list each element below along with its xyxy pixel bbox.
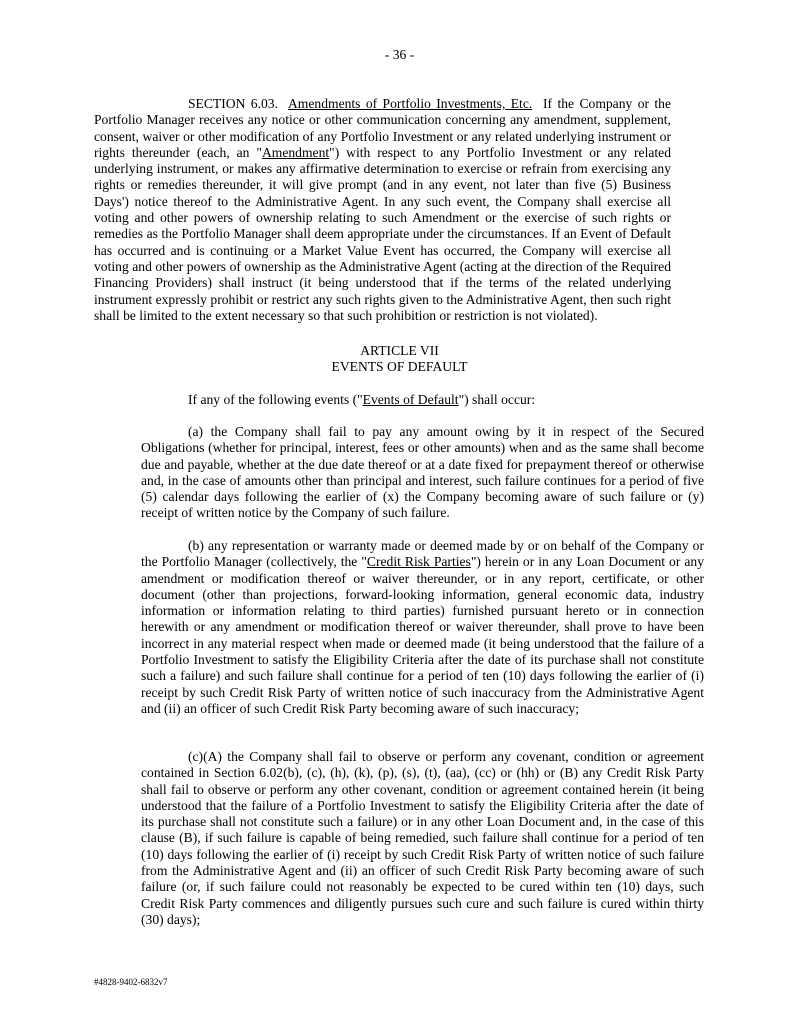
section-title: Amendments of Portfolio Investments, Etc. [287, 96, 533, 111]
intro-text-part-1: If any of the following events (" [188, 392, 363, 407]
intro-text-part-2: ") shall occur: [458, 392, 536, 407]
clause-c-paragraph: (c)(A) the Company shall fail to observe or perform any covenant, condition or agreement contained in Section 6.02(b), (c), (h), (k), (p), (s), (t), (aa), (cc) or (hh) or (B) any Credit Risk Party shall fail to observe or perform any other covenant, condition or agreement contained herein (it being understood that the failure of a Portfolio Investment to satisfy the Eligibility Criteria after the date of its purchase shall not constitute such a failure) or in any other Loan Document and, in the case of this clause (B), if such failure is capable of being remedied, such failure shall continue for a period of ten (10) days following the earlier of (i) receipt by such Credit Risk Party of written notice of such failure from the Administrative Agent and (ii) an officer of such Credit Risk Party becoming aware of such failure (or, if such failure could not reasonably be expected to be cured within ten (10) days, such Credit Risk Party commences and diligently pursues such cure and such failure is cured within thirty (30) days); [141, 749, 704, 927]
clause-a-paragraph: (a) the Company shall fail to pay any amount owing by it in respect of the Secured Obligations (whether for principal, interest, fees or other amounts) when and as the same shall become due and payable, whether at the due date thereof or at a date fixed for prepayment thereof or otherwise and, in the case of amounts other than principal and interest, such failure continues for a period of five (5) calendar days following the earlier of (x) the Company becoming aware of such failure or (y) receipt of written notice by the Company of such failure. [141, 424, 704, 521]
defined-term-events-of-default: Events of Default [362, 392, 459, 407]
clause-b-text-part-2: ") herein or in any Loan Document or any amendment or modification thereof or waiver thereunder, or in any report, certificate, or other document (other than projections, forward-looking information, general economic data, industry information or information relating to third parties) furnished pursuant hereto or in connection herewith or any amendment or modification thereof or waiver thereunder, shall prove to have been incorrect in any material respect when made or deemed made (it being understood that the failure of a Portfolio Investment to satisfy the Eligibility Criteria after the date of its purchase shall not constitute such a failure) and such failure shall continue for a period of ten (10) days following the earlier of (i) receipt by such Credit Risk Party of written notice of such inaccuracy from the Administrative Agent and (ii) an officer of such Credit Risk Party becoming aware of such inaccuracy; [141, 554, 704, 716]
section-text-part-2: ") with respect to any Portfolio Investment or any related underlying instrument, or makes any affirmative determination to exercise or refrain from exercising any rights or remedies thereunder, it will give prompt (and in any event, not later than five (5) Business Days') notice thereof to the Administrative Agent. In any such event, the Company shall exercise all voting and other powers of ownership relating to such Amendment or the exercise of such rights or remedies as the Portfolio Manager shall deem appropriate under the circumstances. If an Event of Default has occurred and is continuing or a Market Value Event has occurred, the Company will exercise all voting and other powers of ownership as the Administrative Agent (acting at the direction of the Required Financing Providers) shall instruct (it being understood that if the terms of the related underlying instrument expressly prohibit or restrict any such rights given to the Administrative Agent, then such right shall be limited to the extent necessary so that such prohibition or restriction is not violated). [94, 144, 671, 323]
article-title: EVENTS OF DEFAULT [331, 359, 468, 374]
section-6-03-paragraph [94, 96, 671, 324]
events-of-default-intro [188, 392, 671, 408]
defined-term-credit-risk-parties: Credit Risk Parties [366, 554, 471, 570]
article-number: ARTICLE VII [360, 343, 439, 358]
footer-document-id: #4828-9402-6832v7 [94, 977, 168, 987]
clause-b-paragraph [141, 538, 704, 717]
defined-term-amendment: Amendment [261, 144, 330, 160]
section-text-part-1: If the Company or the Portfolio Manager receives any notice or other communication concerning any amendment, supplement, consent, waiver or other modification of any Portfolio Investment or any related underlying instrument or rights thereunder (each, an " [94, 96, 672, 160]
page-number: - 36 - [384, 47, 415, 62]
clause-b-text-part-1: (b) any representation or warranty made or deemed made by or on behalf of the Company or the Portfolio Manager (collectively, the " [141, 538, 704, 570]
section-heading: SECTION 6.03. [188, 96, 278, 111]
